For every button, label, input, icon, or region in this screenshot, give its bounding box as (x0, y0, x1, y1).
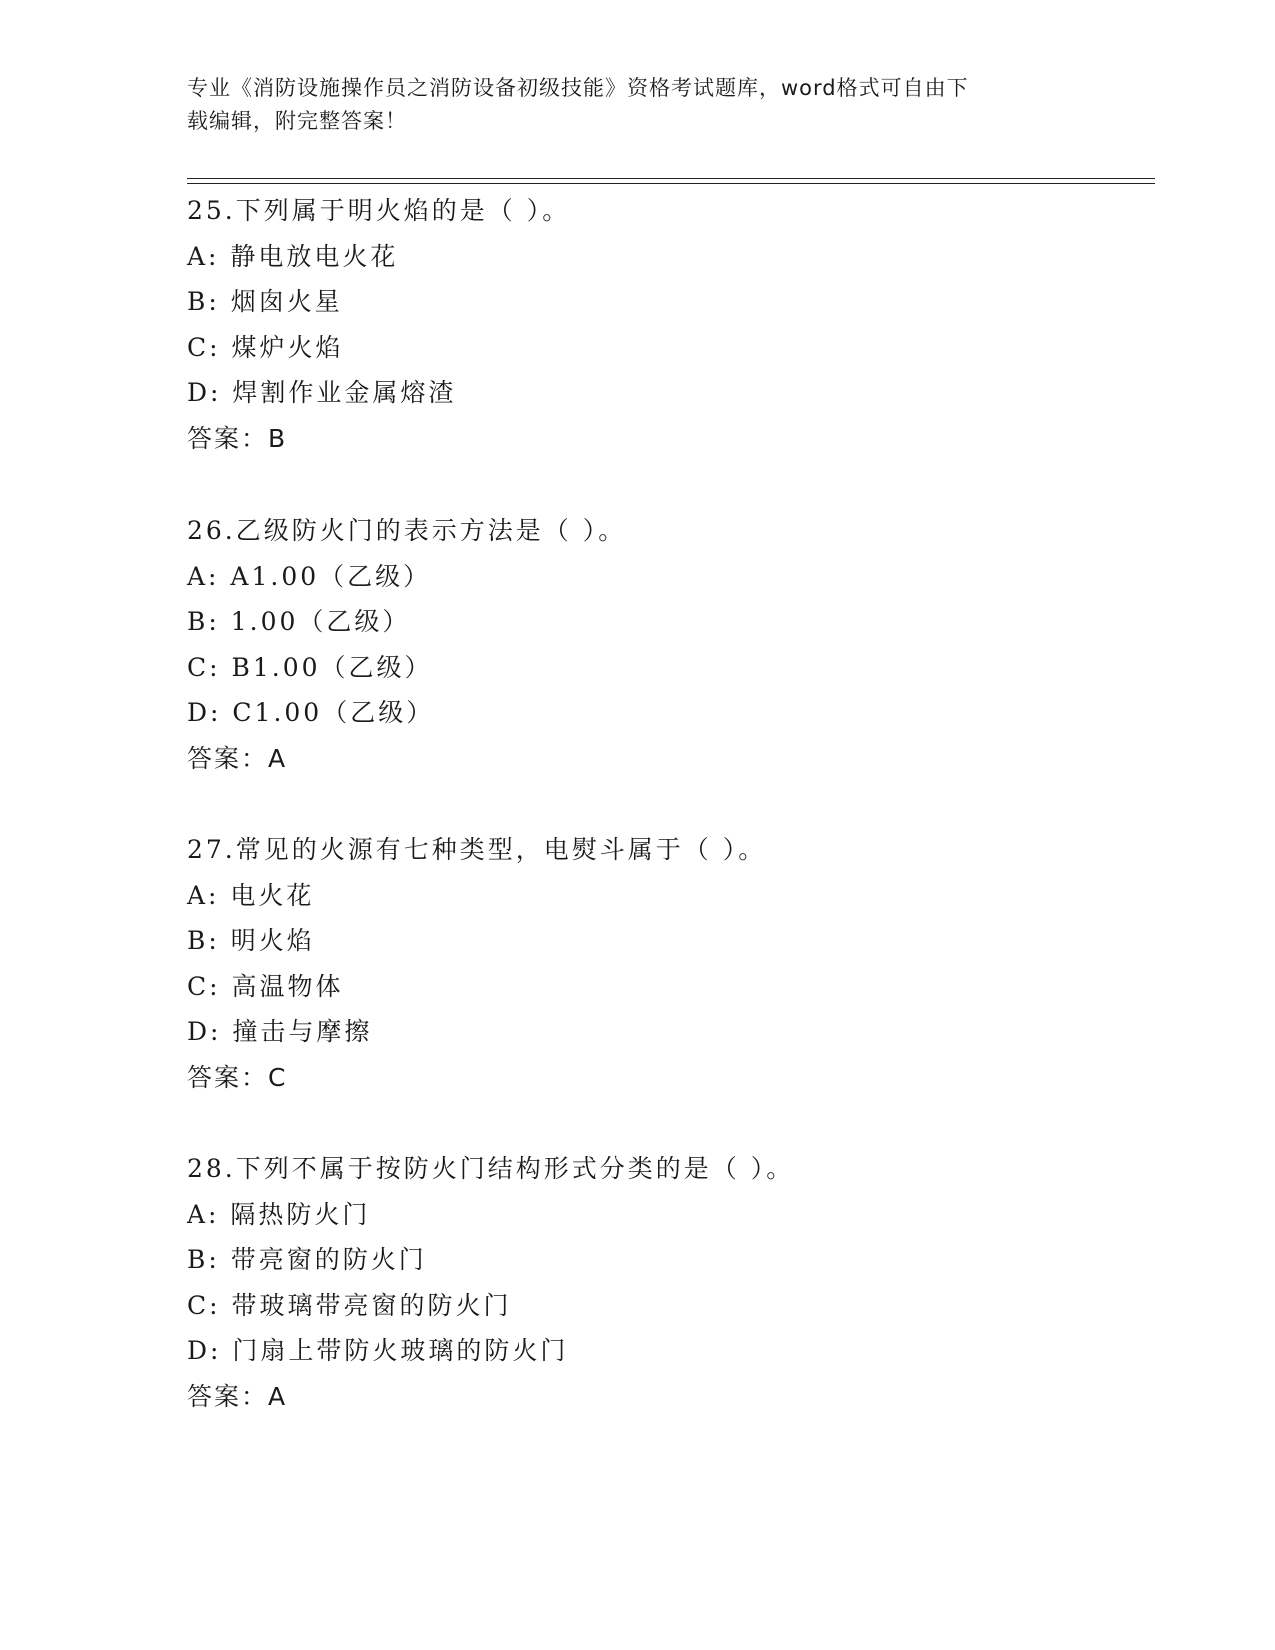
answer-label: 答案：B (187, 423, 288, 453)
option-a: A: 隔热防火门 (187, 1199, 371, 1229)
header-line-2: 载编辑，附完整答案！ (187, 109, 407, 133)
question-block-26 (187, 508, 1147, 781)
option-c: C: 高温物体 (187, 971, 344, 1001)
option-a: A: 静电放电火花 (187, 241, 399, 271)
question-stem: 26.乙级防火门的表示方法是（ ）。 (187, 516, 627, 545)
answer-label: 答案：A (187, 1381, 288, 1411)
option-d: D: 撞击与摩擦 (187, 1017, 373, 1046)
option-b: B: 1.00（乙级） (187, 607, 411, 636)
option-b: B: 明火焰 (187, 926, 315, 955)
question-stem: 25.下列属于明火焰的是（ ）。 (187, 196, 571, 225)
header-divider-top (187, 178, 1155, 179)
question-block-25 (187, 188, 1147, 461)
option-d: D: C1.00（乙级） (187, 698, 435, 727)
header-line-1: 专业《消防设施操作员之消防设备初级技能》资格考试题库，word格式可自由下 (187, 76, 969, 100)
question-stem: 28.下列不属于按防火门结构形式分类的是（ ）。 (187, 1154, 795, 1183)
answer-label: 答案：A (187, 743, 288, 773)
option-b: B: 带亮窗的防火门 (187, 1245, 427, 1274)
question-stem: 27.常见的火源有七种类型，电熨斗属于（ ）。 (187, 835, 767, 864)
option-c: C: 煤炉火焰 (187, 332, 344, 362)
header-divider-bottom (187, 183, 1155, 184)
option-c: C: 带玻璃带亮窗的防火门 (187, 1290, 512, 1320)
question-block-28 (187, 1146, 1147, 1419)
option-d: D: 焊割作业金属熔渣 (187, 378, 457, 407)
option-d: D: 门扇上带防火玻璃的防火门 (187, 1336, 569, 1365)
option-a: A: 电火花 (187, 880, 315, 910)
option-b: B: 烟囱火星 (187, 287, 343, 316)
option-a: A: A1.00（乙级） (187, 561, 432, 591)
document-header-note (187, 72, 1087, 138)
answer-label: 答案：C (187, 1062, 288, 1092)
question-block-27 (187, 827, 1147, 1100)
option-c: C: B1.00（乙级） (187, 652, 433, 682)
